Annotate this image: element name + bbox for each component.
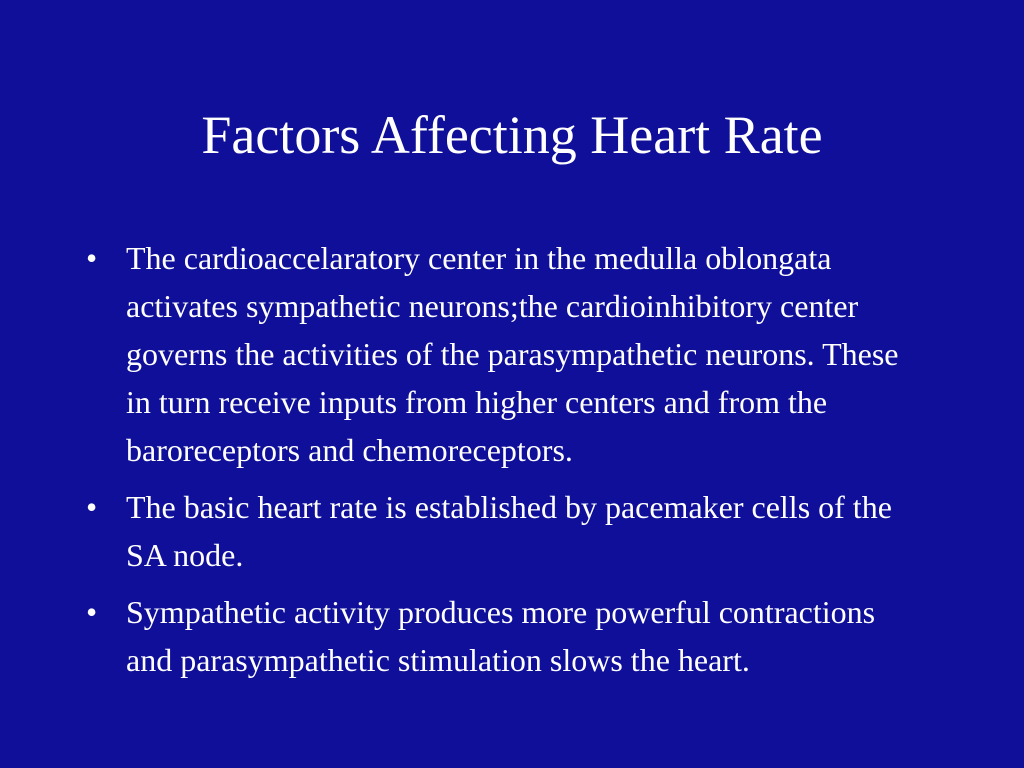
- slide-title: Factors Affecting Heart Rate: [201, 105, 823, 165]
- bullet-text: Sympathetic activity produces more powerful contractions and parasympathetic stimulation slows the heart.: [126, 594, 876, 678]
- bullet-item: [86, 483, 916, 579]
- bullet-text: The basic heart rate is established by pacemaker cells of the SA node.: [126, 489, 892, 573]
- bullet-list: [86, 234, 916, 693]
- bullet-marker: •: [86, 240, 98, 276]
- bullet-marker: •: [86, 594, 98, 630]
- bullet-marker: •: [86, 489, 98, 525]
- bullet-item: [86, 234, 916, 474]
- bullet-text: The cardioaccelaratory center in the medulla oblongata activates sympathetic neurons;the cardioinhibitory center governs the activities of the parasympathetic neurons. These in turn receive inputs from higher centers and from the baroreceptors and chemoreceptors.: [126, 240, 899, 468]
- bullet-item: [86, 588, 916, 684]
